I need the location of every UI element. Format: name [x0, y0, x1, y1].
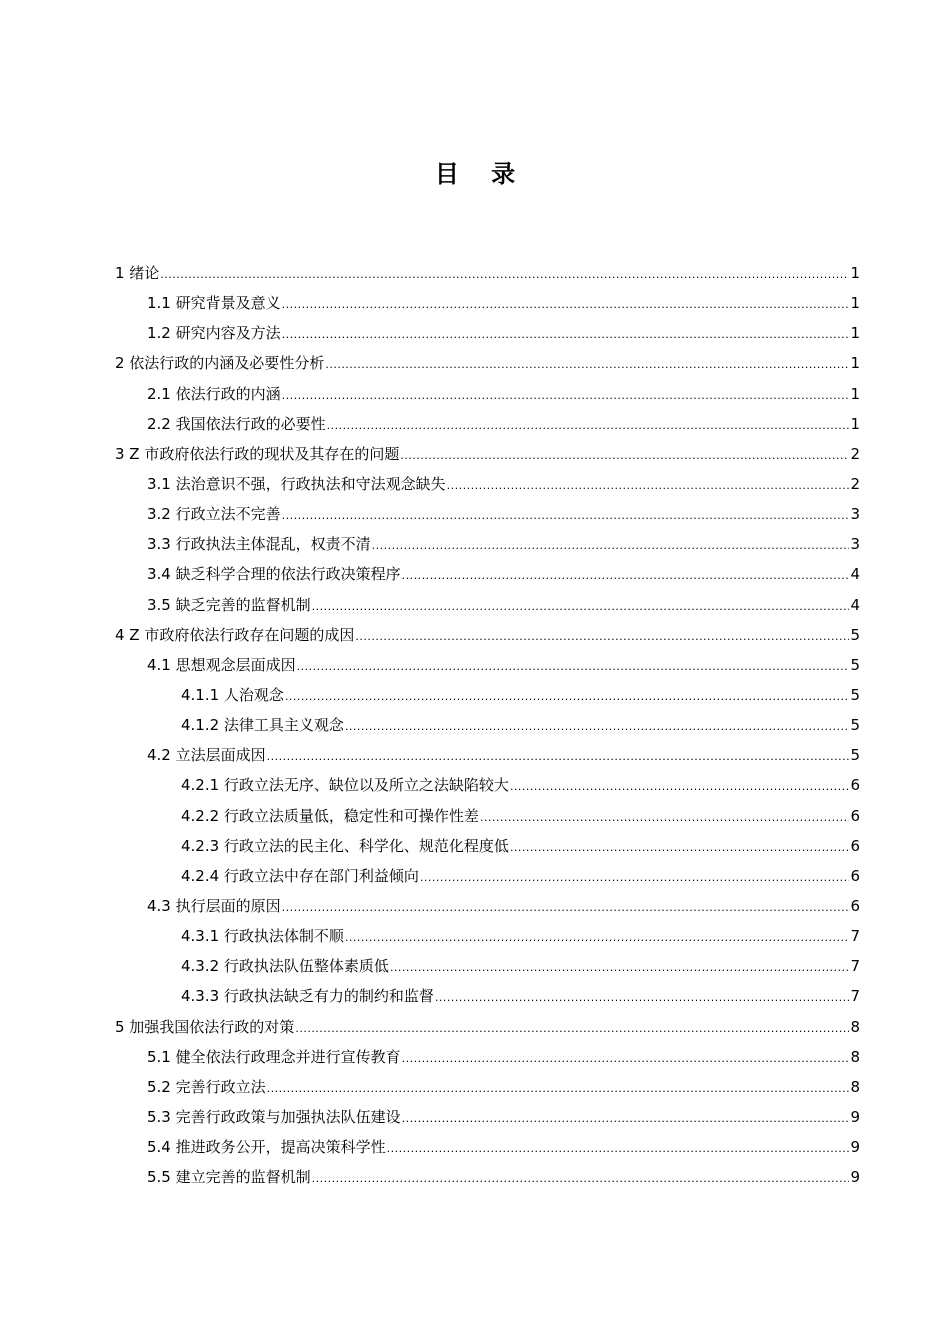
toc-entry[interactable] — [115, 891, 860, 921]
toc-entry-text: 5.2 完善行政立法 — [147, 1077, 266, 1096]
toc-page-number: 1 — [850, 414, 860, 433]
toc-page-number: 1 — [850, 324, 860, 343]
toc-page-number: 1 — [850, 384, 860, 403]
toc-page-number: 9 — [850, 1107, 860, 1126]
toc-entry[interactable] — [115, 439, 860, 469]
toc-entry-text: 5 加强我国依法行政的对策 — [115, 1017, 295, 1036]
toc-entry-text: 4.2.3 行政立法的民主化、科学化、规范化程度低 — [181, 836, 509, 855]
toc-entry[interactable] — [115, 559, 860, 589]
toc-page-number: 6 — [850, 896, 860, 915]
toc-dot-leader — [435, 983, 850, 1013]
toc-entry-text: 4.3.1 行政执法体制不顺 — [181, 927, 344, 946]
toc-entry[interactable] — [115, 1102, 860, 1132]
toc-entry[interactable] — [115, 258, 860, 288]
toc-dot-leader — [345, 923, 850, 953]
toc-entry[interactable] — [115, 981, 860, 1011]
toc-entry[interactable] — [115, 318, 860, 348]
toc-entry-text: 4.1 思想观念层面成因 — [147, 655, 296, 674]
toc-dot-leader — [480, 803, 850, 833]
toc-entry[interactable] — [115, 801, 860, 831]
toc-entry-text: 5.5 建立完善的监督机制 — [147, 1168, 311, 1187]
toc-dot-leader — [355, 622, 849, 652]
toc-page-number: 9 — [850, 1138, 860, 1157]
toc-entry-text: 4.1.1 人治观念 — [181, 685, 284, 704]
toc-entry[interactable] — [115, 680, 860, 710]
toc-page-number: 5 — [850, 625, 860, 644]
toc-dot-leader — [282, 290, 850, 320]
toc-entry[interactable] — [115, 409, 860, 439]
toc-entry-text: 4.1.2 法律工具主义观念 — [181, 716, 344, 735]
toc-entry[interactable] — [115, 348, 860, 378]
toc-page-number: 7 — [850, 927, 860, 946]
toc-dot-leader — [282, 320, 850, 350]
toc-dot-leader — [402, 1104, 850, 1134]
toc-dot-leader — [510, 833, 850, 863]
toc-entry-text: 3.2 行政立法不完善 — [147, 505, 281, 524]
toc-dot-leader — [282, 501, 850, 531]
toc-entry-text: 4.3.3 行政执法缺乏有力的制约和监督 — [181, 987, 434, 1006]
toc-page-number: 2 — [850, 474, 860, 493]
toc-dot-leader — [282, 893, 850, 923]
toc-entry-text: 2.1 依法行政的内涵 — [147, 384, 281, 403]
toc-page-number: 5 — [850, 655, 860, 674]
toc-dot-leader — [325, 350, 849, 380]
toc-dot-leader — [447, 471, 850, 501]
toc-entry-text: 4.3 执行层面的原因 — [147, 896, 281, 915]
toc-entry-text: 4.3.2 行政执法队伍整体素质低 — [181, 957, 389, 976]
toc-entry[interactable] — [115, 1042, 860, 1072]
toc-entry-text: 3 Z 市政府依法行政的现状及其存在的问题 — [115, 444, 400, 463]
toc-entry[interactable] — [115, 951, 860, 981]
toc-dot-leader — [402, 561, 850, 591]
toc-entry[interactable] — [115, 861, 860, 891]
toc-entry-text: 4.2 立法层面成因 — [147, 746, 266, 765]
toc-entry[interactable] — [115, 921, 860, 951]
toc-page-number: 4 — [850, 565, 860, 584]
toc-page-number: 1 — [850, 294, 860, 313]
toc-title: 目 录 — [434, 160, 528, 188]
toc-dot-leader — [312, 1164, 850, 1194]
toc-entry-text: 1.1 研究背景及意义 — [147, 294, 281, 313]
toc-entry[interactable] — [115, 1132, 860, 1162]
toc-dot-leader — [312, 592, 850, 622]
toc-dot-leader — [387, 1134, 850, 1164]
toc-page-number: 6 — [850, 776, 860, 795]
toc-page-number: 8 — [850, 1047, 860, 1066]
toc-entry[interactable] — [115, 770, 860, 800]
toc-dot-leader — [510, 772, 850, 802]
toc-dot-leader — [327, 411, 850, 441]
toc-dot-leader — [297, 652, 850, 682]
toc-entry-text: 1.2 研究内容及方法 — [147, 324, 281, 343]
toc-entry[interactable] — [115, 288, 860, 318]
toc-entry-text: 4 Z 市政府依法行政存在问题的成因 — [115, 625, 355, 644]
toc-page-number: 7 — [850, 987, 860, 1006]
toc-page-number: 5 — [850, 716, 860, 735]
toc-page-number: 7 — [850, 957, 860, 976]
toc-page-number: 1 — [850, 354, 860, 373]
toc-page-number: 5 — [850, 746, 860, 765]
toc-page-number: 6 — [850, 806, 860, 825]
toc-dot-leader — [282, 381, 850, 411]
toc-page-number: 3 — [850, 505, 860, 524]
toc-page-number: 8 — [850, 1077, 860, 1096]
toc-dot-leader — [372, 531, 850, 561]
toc-entry[interactable] — [115, 1072, 860, 1102]
toc-entry[interactable] — [115, 590, 860, 620]
toc-entry-text: 1 绪论 — [115, 264, 160, 282]
toc-dot-leader — [285, 682, 850, 712]
toc-dot-leader — [402, 1044, 850, 1074]
toc-entry[interactable] — [115, 740, 860, 770]
toc-page-number: 8 — [850, 1017, 860, 1036]
toc-entry[interactable] — [115, 499, 860, 529]
toc-entry[interactable] — [115, 1162, 860, 1192]
toc-entry[interactable] — [115, 469, 860, 499]
toc-entry-text: 3.3 行政执法主体混乱，权责不清 — [147, 535, 371, 554]
toc-entry-text: 3.1 法治意识不强，行政执法和守法观念缺失 — [147, 474, 446, 493]
toc-entry-text: 4.2.1 行政立法无序、缺位以及所立之法缺陷较大 — [181, 776, 509, 795]
toc-entry[interactable] — [115, 529, 860, 559]
toc-entry-text: 2 依法行政的内涵及必要性分析 — [115, 354, 325, 373]
toc-page-number: 6 — [850, 866, 860, 885]
toc-page-number: 5 — [850, 685, 860, 704]
toc-dot-leader — [295, 1014, 849, 1044]
toc-entry[interactable] — [115, 379, 860, 409]
toc-entry[interactable] — [115, 831, 860, 861]
toc-page-number: 9 — [850, 1168, 860, 1187]
toc-page-number: 4 — [850, 595, 860, 614]
toc-entry-text: 4.2.2 行政立法质量低，稳定性和可操作性差 — [181, 806, 479, 825]
toc-entry-text: 5.1 健全依法行政理念并进行宣传教育 — [147, 1047, 401, 1066]
toc-dot-leader — [345, 712, 850, 742]
toc-dot-leader — [390, 953, 850, 983]
toc-dot-leader — [400, 441, 849, 471]
toc-entry[interactable] — [115, 620, 860, 650]
toc-entry-text: 4.2.4 行政立法中存在部门利益倾向 — [181, 866, 419, 885]
toc-entry[interactable] — [115, 1012, 860, 1042]
toc-entry[interactable] — [115, 650, 860, 680]
toc-entry-text: 5.3 完善行政政策与加强执法队伍建设 — [147, 1107, 401, 1126]
toc-page-number: 1 — [850, 264, 860, 282]
toc-page-number: 3 — [850, 535, 860, 554]
toc-dot-leader — [160, 260, 849, 290]
toc-entry-text: 3.4 缺乏科学合理的依法行政决策程序 — [147, 565, 401, 584]
toc-entry[interactable] — [115, 710, 860, 740]
toc-page-number: 6 — [850, 836, 860, 855]
toc-dot-leader — [267, 1074, 850, 1104]
toc-dot-leader — [420, 863, 850, 893]
toc-page-number: 2 — [850, 444, 860, 463]
toc-dot-leader — [267, 742, 850, 772]
toc-entry-text: 3.5 缺乏完善的监督机制 — [147, 595, 311, 614]
toc-entry-text: 5.4 推进政务公开，提高决策科学性 — [147, 1138, 386, 1157]
toc-entry-text: 2.2 我国依法行政的必要性 — [147, 414, 326, 433]
table-of-contents — [115, 258, 860, 1192]
